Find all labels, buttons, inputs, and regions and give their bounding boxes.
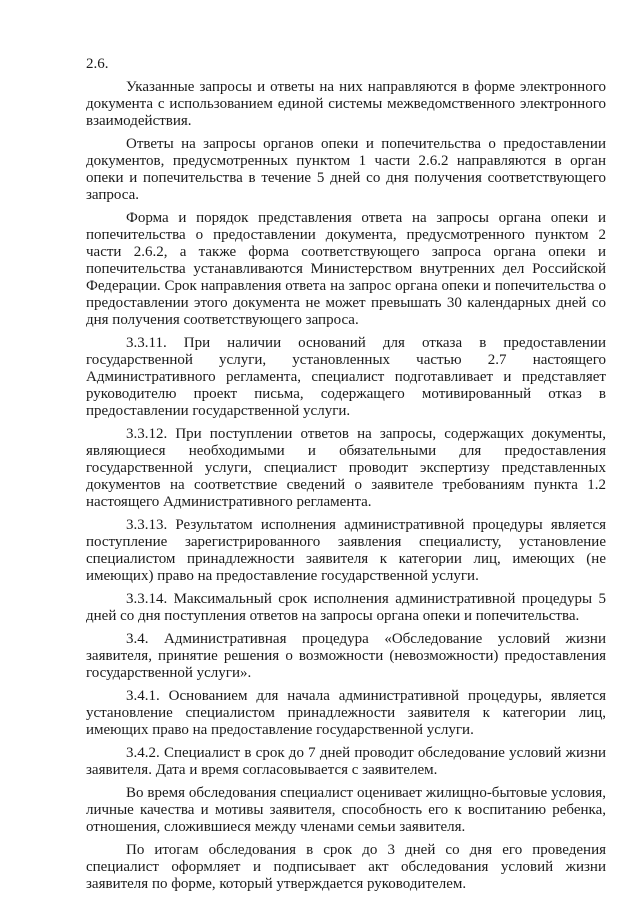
paragraph-guardianship-responses: Ответы на запросы органов опеки и попечительства о предоставлении документов, предусмотренных пунктом 1 части 2.6.2 направляются в орган опеки и попечительства в течение 5 дней со дня получения соответствующего запроса. bbox=[86, 136, 606, 203]
paragraph-inspection-act: По итогам обследования в срок до 3 дней со дня его проведения специалист оформляет и подписывает акт обследования условий жизни заявителя по форме, который утверждается руководителем. bbox=[86, 842, 606, 892]
paragraph-electronic-requests: Указанные запросы и ответы на них направляются в форме электронного документа с использованием единой системы межведомственного электронного взаимодействия. bbox=[86, 79, 606, 129]
paragraph-heading-2-6: 2.6. bbox=[86, 56, 109, 72]
paragraph-inspection-assessment: Во время обследования специалист оценивает жилищно-бытовые условия, личные качества и мотивы заявителя, способность его к воспитанию ребенка, отношения, сложившиеся между членами семьи заявителя. bbox=[86, 785, 606, 835]
document-page bbox=[86, 56, 606, 899]
paragraph-3-3-12: 3.3.12. При поступлении ответов на запросы, содержащих документы, являющиеся необходимыми и обязательными для предоставления государственной услуги, специалист проводит экспертизу представленных документов на соответствие сведений о заявителе требованиям пункта 1.2 настоящего Административного регламента. bbox=[86, 426, 606, 510]
paragraph-response-form: Форма и порядок представления ответа на запросы органа опеки и попечительства о предоставлении документа, предусмотренного пунктом 2 части 2.6.2, а также форма соответствующего запроса органа опеки и попечительства устанавливаются Министерством внутренних дел Российской Федерации. Срок направления ответа на запрос органа опеки и попечительства о предоставлении этого документа не может превышать 30 календарных дней со дня получения соответствующего запроса. bbox=[86, 210, 606, 328]
paragraph-3-3-11: 3.3.11. При наличии оснований для отказа в предоставлении государственной услуги, установленных частью 2.7 настоящего Административного регламента, специалист подготавливает и представляет руководителю проект письма, содержащего мотивированный отказ в предоставлении государственной услуги. bbox=[86, 335, 606, 419]
paragraph-3-4-1: 3.4.1. Основанием для начала административной процедуры, является установление специалистом принадлежности заявителя к категории лиц, имеющих право на предоставление государственной услуги. bbox=[86, 688, 606, 738]
paragraph-3-4: 3.4. Административная процедура «Обследование условий жизни заявителя, принятие решения о возможности (невозможности) предоставления государственной услуги». bbox=[86, 631, 606, 681]
paragraph-3-3-14: 3.3.14. Максимальный срок исполнения административной процедуры 5 дней со дня поступления ответов на запросы органа опеки и попечительства. bbox=[86, 591, 606, 624]
paragraph-3-4-2: 3.4.2. Специалист в срок до 7 дней проводит обследование условий жизни заявителя. Дата и время согласовывается с заявителем. bbox=[86, 745, 606, 778]
paragraph-3-3-13: 3.3.13. Результатом исполнения административной процедуры является поступление зарегистрированного заявления специалисту, установление специалистом принадлежности заявителя к категории лиц, имеющих (не имеющих) право на предоставление государственной услуги. bbox=[86, 517, 606, 584]
